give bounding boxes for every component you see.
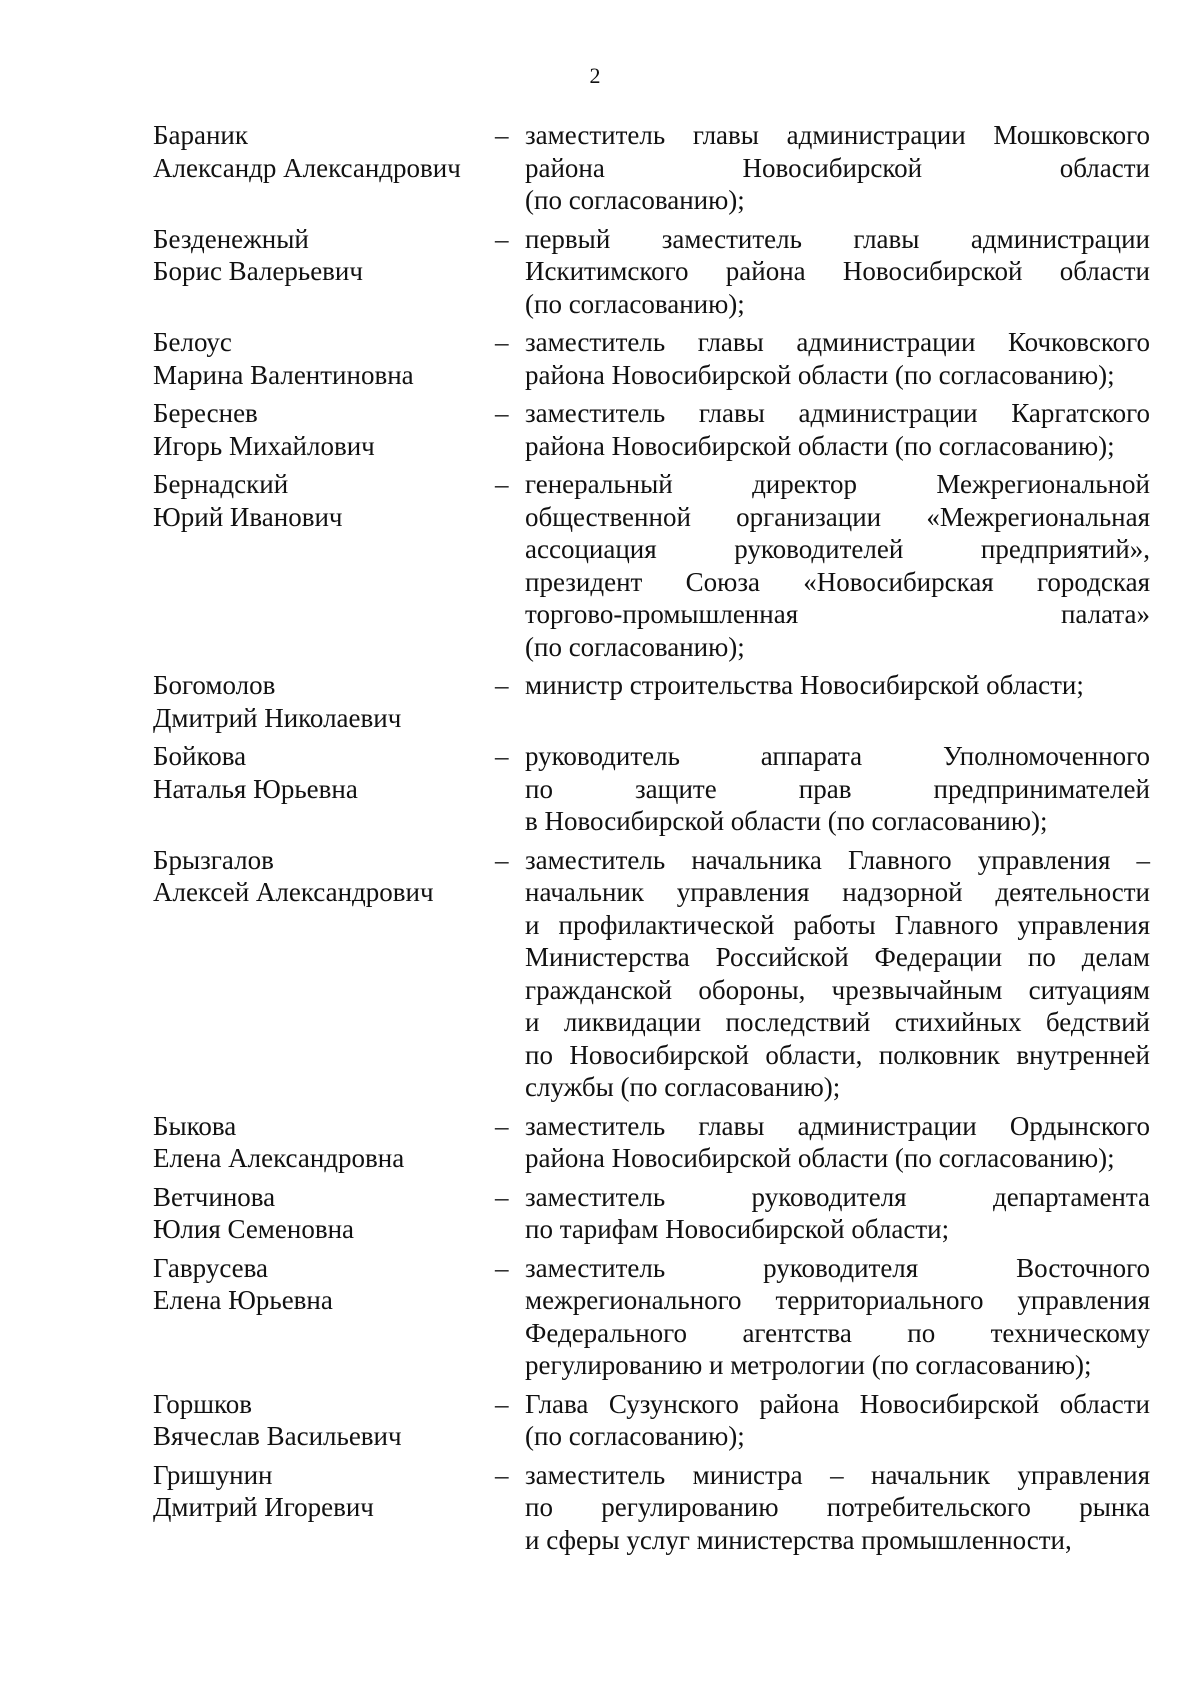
position-line: заместитель руководителя Восточного (525, 1252, 1150, 1283)
position-line: и профилактической работы Главного управления (525, 909, 1150, 940)
position-line: Федерального агентства по техническому (525, 1317, 1150, 1348)
member-surname: Белоус (153, 327, 232, 357)
member-position (525, 1252, 1150, 1382)
position-line: по защите прав предпринимателей (525, 773, 1150, 804)
member-position (525, 1181, 1150, 1246)
position-line: первый заместитель главы администрации (525, 223, 1150, 254)
member-given-names: Елена Юрьевна (153, 1285, 333, 1315)
member-position (525, 1110, 1150, 1175)
position-line: в Новосибирской области (по согласованию); (525, 806, 1048, 836)
member-given-names: Елена Александровна (153, 1143, 405, 1173)
member-name (153, 740, 495, 838)
member-name (153, 223, 495, 321)
entry-dash: – (495, 398, 509, 428)
member-given-names: Борис Валерьевич (153, 256, 363, 286)
member-position (525, 468, 1150, 663)
member-name (153, 1181, 495, 1246)
member-entry (153, 119, 1150, 217)
entry-dash: – (495, 741, 509, 771)
member-name (153, 669, 495, 734)
member-surname: Горшков (153, 1388, 253, 1419)
position-line: торгово-промышленная палата» (525, 599, 1150, 629)
member-entry (153, 397, 1150, 462)
member-given-names: Алексей Александрович (153, 877, 434, 907)
position-line: общественной организации «Межрегиональная (525, 501, 1150, 532)
member-entry (153, 669, 1150, 734)
entry-dash: – (495, 327, 509, 357)
entry-dash: – (495, 1252, 509, 1283)
member-entry (153, 468, 1150, 663)
member-given-names: Александр Александрович (153, 152, 461, 183)
member-entry (153, 1110, 1150, 1175)
member-position (525, 223, 1150, 321)
member-surname: Быкова (153, 1110, 237, 1141)
position-line: заместитель главы администрации Мошковского (525, 120, 1150, 150)
entry-dash: – (495, 120, 509, 150)
member-given-names: Марина Валентиновна (153, 359, 414, 390)
member-given-names: Юлия Семеновна (153, 1214, 355, 1244)
member-surname: Гришунин (153, 1459, 273, 1490)
member-entry (153, 1252, 1150, 1382)
position-line: заместитель министра – начальник управления (525, 1459, 1150, 1490)
entry-dash: – (495, 844, 509, 875)
position-line: генеральный директор Межрегиональной (525, 469, 1150, 499)
position-line: (по согласованию); (525, 1421, 745, 1451)
member-given-names: Дмитрий Николаевич (153, 702, 402, 733)
member-entry (153, 326, 1150, 391)
member-given-names: Юрий Иванович (153, 501, 343, 532)
position-line: района Новосибирской области (по согласованию); (525, 359, 1115, 390)
member-given-names: Наталья Юрьевна (153, 773, 358, 804)
member-name (153, 844, 495, 1104)
member-surname: Гаврусева (153, 1252, 268, 1283)
member-position (525, 1459, 1150, 1557)
position-line: заместитель главы администрации Ордынского (525, 1110, 1150, 1141)
member-surname: Береснев (153, 398, 258, 428)
position-line: Глава Сузунского района Новосибирской области (525, 1388, 1150, 1419)
position-line: района Новосибирской области (по согласованию); (525, 430, 1115, 461)
member-surname: Богомолов (153, 670, 276, 700)
position-line: и ликвидации последствий стихийных бедствий (525, 1007, 1150, 1037)
member-surname: Ветчинова (153, 1181, 276, 1212)
position-line: Министерства Российской Федерации по делам (525, 942, 1150, 972)
position-line: по Новосибирской области, полковник внутренней (525, 1039, 1150, 1070)
member-name (153, 1388, 495, 1453)
member-name (153, 1110, 495, 1175)
member-surname: Бернадский (153, 469, 289, 499)
member-position (525, 1388, 1150, 1453)
entry-dash: – (495, 1181, 509, 1212)
position-line: президент Союза «Новосибирская городская (525, 566, 1150, 597)
member-list (153, 119, 1150, 1556)
position-line: района Новосибирской области (по согласованию); (525, 1143, 1115, 1173)
member-entry (153, 844, 1150, 1104)
member-position (525, 844, 1150, 1104)
position-line: гражданской обороны, чрезвычайным ситуациям (525, 974, 1150, 1005)
position-line: службы (по согласованию); (525, 1072, 841, 1102)
member-surname: Брызгалов (153, 844, 274, 875)
position-line: по тарифам Новосибирской области; (525, 1214, 950, 1244)
position-line: ассоциация руководителей предприятий», (525, 534, 1150, 564)
position-line: заместитель главы администрации Каргатского (525, 398, 1150, 428)
position-line: (по согласованию); (525, 288, 745, 319)
position-line: начальник управления надзорной деятельности (525, 877, 1150, 907)
position-line: по регулированию потребительского рынка (525, 1492, 1150, 1522)
position-line: (по согласованию); (525, 185, 745, 215)
position-line: министр строительства Новосибирской области; (525, 670, 1084, 700)
position-line: района Новосибирской области (525, 152, 1150, 183)
member-name (153, 1252, 495, 1382)
member-position (525, 740, 1150, 838)
member-entry (153, 740, 1150, 838)
member-given-names: Вячеслав Васильевич (153, 1421, 402, 1451)
member-entry (153, 223, 1150, 321)
member-name (153, 397, 495, 462)
member-name (153, 468, 495, 663)
member-name (153, 1459, 495, 1557)
member-name (153, 119, 495, 217)
member-given-names: Дмитрий Игоревич (153, 1492, 374, 1522)
position-line: и сферы услуг министерства промышленности, (525, 1524, 1072, 1555)
entry-dash: – (495, 223, 509, 254)
member-position (525, 397, 1150, 462)
position-line: заместитель руководителя департамента (525, 1181, 1150, 1212)
position-line: заместитель главы администрации Кочковского (525, 327, 1150, 357)
member-position (525, 326, 1150, 391)
member-entry (153, 1181, 1150, 1246)
position-line: (по согласованию); (525, 631, 745, 662)
member-position (525, 119, 1150, 217)
position-line: регулированию и метрологии (по согласованию); (525, 1350, 1092, 1380)
entry-dash: – (495, 1459, 509, 1490)
entry-dash: – (495, 469, 509, 499)
position-line: руководитель аппарата Уполномоченного (525, 741, 1150, 771)
member-entry (153, 1388, 1150, 1453)
entry-dash: – (495, 1388, 509, 1419)
member-surname: Бойкова (153, 741, 247, 771)
position-line: межрегионального территориального управления (525, 1285, 1150, 1315)
position-line: Искитимского района Новосибирской области (525, 256, 1150, 286)
member-surname: Бараник (153, 120, 248, 150)
member-surname: Безденежный (153, 223, 309, 254)
member-name (153, 326, 495, 391)
entry-dash: – (495, 1110, 509, 1141)
page-number: 2 (589, 63, 601, 88)
entry-dash: – (495, 670, 509, 700)
position-line: заместитель начальника Главного управления – (525, 844, 1150, 875)
member-position (525, 669, 1150, 734)
member-entry (153, 1459, 1150, 1557)
member-given-names: Игорь Михайлович (153, 430, 375, 461)
